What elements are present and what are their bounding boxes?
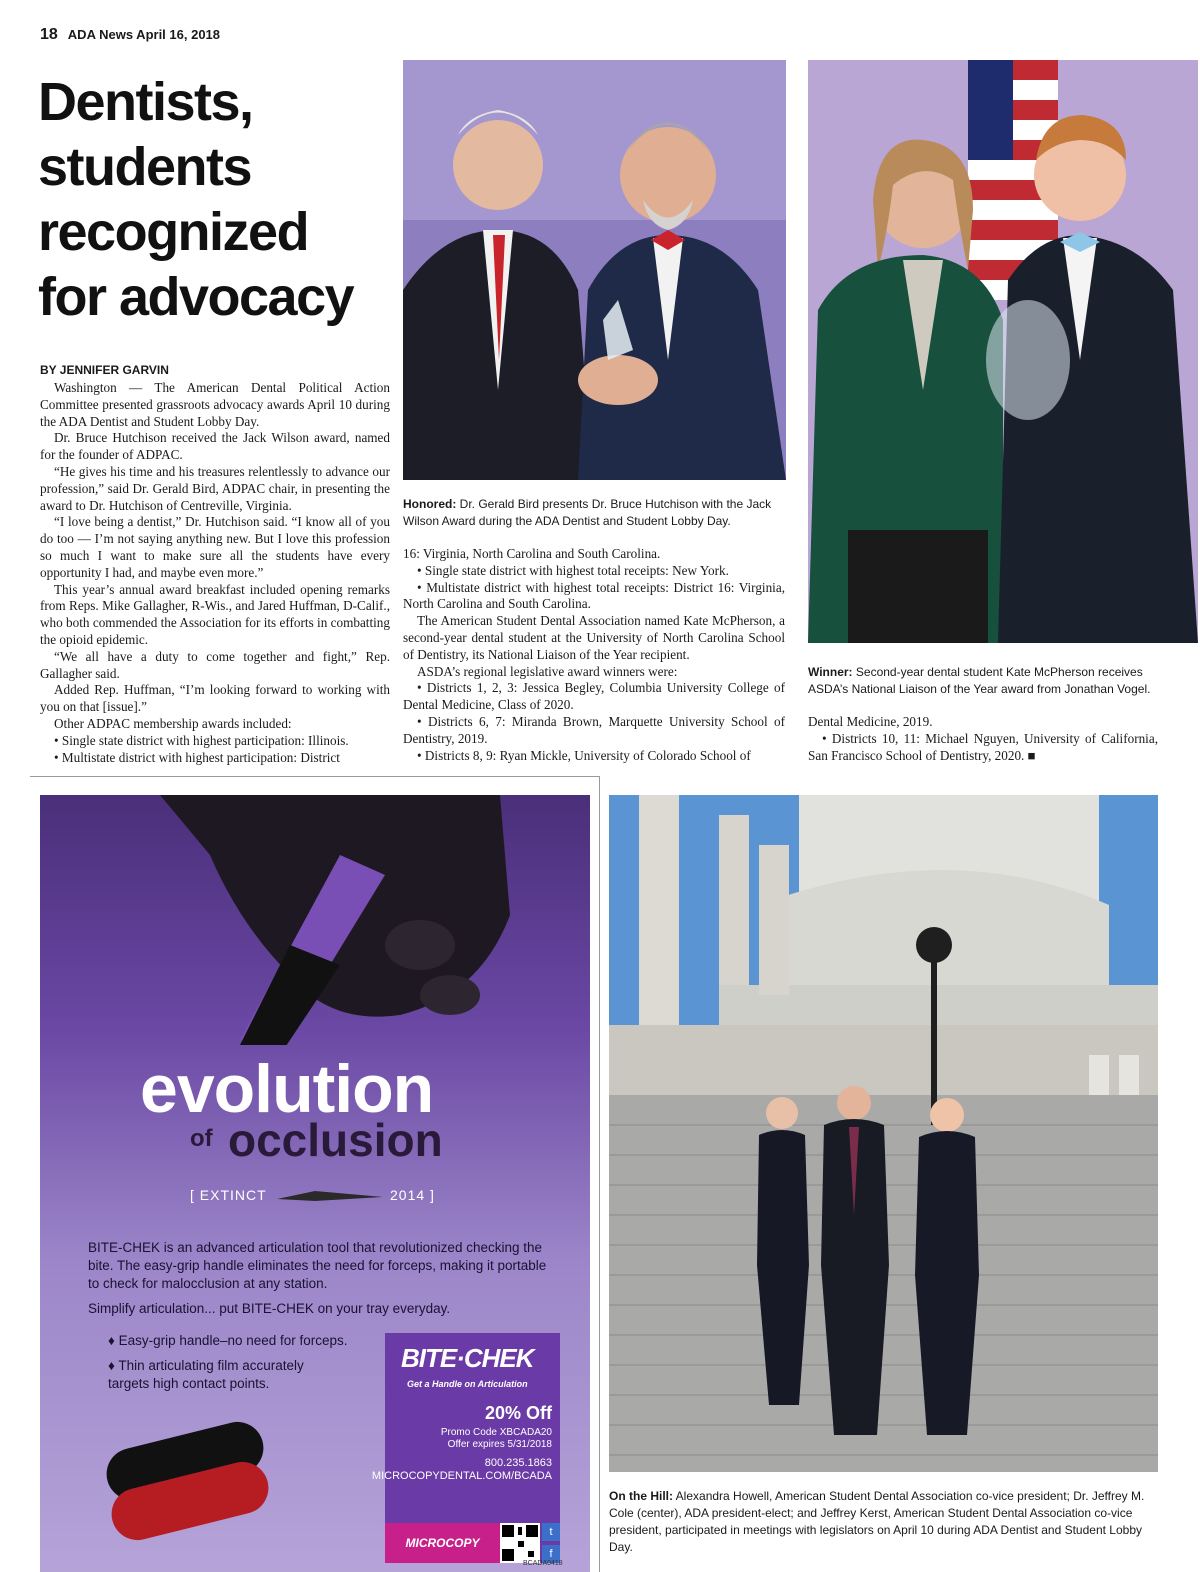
photo-on-the-hill [609, 795, 1158, 1472]
caption-label: Winner: [808, 665, 853, 679]
caption-label: Honored: [403, 497, 457, 511]
photo-capitol-illustration [609, 795, 1158, 1472]
gorilla-hand-illustration [40, 795, 590, 1045]
ad-year-label: 2014 ] [390, 1187, 435, 1203]
ad-extinct-label: [ EXTINCT [190, 1187, 267, 1203]
ad-headline: evolution [140, 1051, 434, 1127]
bullet-item: • Multistate district with highest total receipts: District 16: Virginia, North Carolina and South Carolina. [403, 579, 785, 612]
ad-headline-of: of [190, 1125, 213, 1152]
article-column-2 [403, 546, 785, 764]
caption-text: Second-year dental student Kate McPherson receives ASDA’s National Liaison of the Year award from Jonathan Vogel. [808, 665, 1151, 696]
headline-line: Dentists, [38, 72, 253, 132]
byline: BY JENNIFER GARVIN [40, 363, 169, 377]
bullet-item: • Single state district with highest total receipts: New York. [417, 562, 729, 578]
caption-winner [808, 664, 1163, 698]
promo-details [441, 1427, 552, 1451]
paragraph: The American Student Dental Association named Kate McPherson, a second-year dental student at the University of North Carolina School of Dentistry, its National Liaison of the Year recipient. [403, 613, 785, 662]
caption-text: Dr. Gerald Bird presents Dr. Bruce Hutchison with the Jack Wilson Award during the ADA Dentist and Student Lobby Day. [403, 497, 772, 528]
headline-line: students [38, 137, 252, 197]
bullet-item: • Districts 10, 11: Michael Nguyen, University of California, San Francisco School of Dentistry, 2020. ■ [808, 730, 1158, 763]
caption-text: Alexandra Howell, American Student Dental Association co-vice president; Dr. Jeffrey M. Cole (center), ADA president-elect; and Jeffrey Kerst, American Student Dental Association co-vice president, participated in meetings with legislators on April 10 during ADA Dentist and Student Lobby Day. [609, 1489, 1145, 1554]
paragraph: Dr. Bruce Hutchison received the Jack Wilson award, named for the founder of ADPAC. [40, 430, 390, 463]
headline [38, 70, 383, 330]
photo-honored [403, 60, 786, 480]
promo-code: Promo Code XBCADA20 [440, 1427, 552, 1438]
caption-label: On the Hill: [609, 1489, 673, 1503]
bullet-item: • Districts 6, 7: Miranda Brown, Marquette University School of Dentistry, 2019. [403, 713, 785, 746]
advertisement-bite-chek [40, 795, 590, 1572]
diamond-bullet-icon: ♦ [108, 1333, 119, 1348]
qr-code-icon [500, 1523, 540, 1563]
forceps-icon [275, 1187, 385, 1207]
caption-honored [403, 496, 785, 530]
website-url: MICROCOPYDENTAL.COM/BCADA [371, 1470, 552, 1482]
bullet-item: • Districts 8, 9: Ryan Mickle, University of Colorado School of [417, 747, 751, 763]
article-column-3 [808, 714, 1158, 764]
page-number: 18 [40, 26, 58, 43]
facebook-icon: f [542, 1545, 560, 1563]
brand-logo: BITE·CHEK [401, 1343, 534, 1373]
publication-date: ADA News April 16, 2018 [67, 27, 221, 42]
paragraph: This year’s annual award breakfast included opening remarks from Reps. Mike Gallagher, R-Wis., and Jared Huffman, D-Calif., who both commended the Association for its efforts in combatting the opioid epidemic. [40, 581, 390, 647]
bullet-item: • Districts 1, 2, 3: Jessica Begley, Columbia University College of Dental Medicine, Class of 2020. [403, 680, 785, 713]
discount-offer: 20% Off [484, 1403, 552, 1423]
paragraph: Other ADPAC membership awards included: [54, 715, 292, 731]
ad-body-text: BITE-CHEK is an advanced articulation tool that revolutionized checking the bite. The easy-grip handle eliminates the need for forceps, making it portable to check for malocclusion at any station. [88, 1240, 547, 1291]
twitter-icon: t [542, 1523, 560, 1541]
paragraph: “I love being a dentist,” Dr. Hutchison said. “I know all of you do too — I’m not saying anything new. But I love this profession so much I want to make sure all the students have every opportunity I had, and maybe even more.” [40, 514, 390, 580]
headline-line: for advocacy [38, 267, 354, 327]
divider-vertical [599, 776, 600, 1572]
contact-info [372, 1457, 552, 1483]
paragraph: Dental Medicine, 2019. [808, 714, 933, 729]
paragraph: Washington — The American Dental Political Action Committee presented grassroots advocacy awards April 10 during the ADA Dentist and Student Lobby Day. [40, 380, 390, 429]
ad-tagline: Simplify articulation... put BITE-CHEK on your tray everyday. [88, 1301, 451, 1316]
photo-honored-illustration [403, 60, 786, 480]
ad-code: BCADA0418 [523, 1560, 563, 1567]
ad-feature-text: Thin articulating film accurately targets high contact points. [108, 1358, 304, 1391]
ad-feature-1 [108, 1332, 348, 1350]
paragraph: “We all have a duty to come together and fight,” Rep. Gallagher said. [40, 648, 390, 681]
caption-on-the-hill [609, 1488, 1158, 1556]
divider-horizontal [30, 776, 600, 777]
ad-offer-box [371, 1333, 560, 1563]
ad-feature-text: Easy-grip handle–no need for forceps. [118, 1333, 348, 1348]
paragraph: “He gives his time and his treasures relentlessly to advance our profession,” said Dr. Gerald Bird, ADPAC chair, in presenting the award to Dr. Hutchison of Centreville, Virginia. [40, 463, 390, 513]
paragraph: Added Rep. Huffman, “I’m looking forward to working with you on that [issue].” [40, 682, 390, 715]
paragraph: ASDA’s regional legislative award winners were: [417, 663, 678, 679]
photo-winner-illustration [808, 60, 1198, 643]
diamond-bullet-icon: ♦ [108, 1358, 119, 1373]
paragraph: 16: Virginia, North Carolina and South Carolina. [403, 546, 661, 561]
phone-number: 800.235.1863 [484, 1457, 552, 1469]
article-column-1 [40, 380, 390, 766]
folio [40, 26, 220, 44]
offer-expiry: Offer expires 5/31/2018 [447, 1439, 552, 1450]
ad-feature-2 [108, 1357, 348, 1393]
ad-headline-occlusion: occlusion [228, 1114, 443, 1166]
headline-line: recognized [38, 202, 309, 262]
bullet-item: • Single state district with highest participation: Illinois. [54, 732, 349, 748]
brand-subtitle: Get a Handle on Articulation [407, 1379, 528, 1389]
bullet-item: • Multistate district with highest participation: District [54, 749, 340, 765]
microcopy-logo: MICROCOPY [385, 1523, 500, 1563]
photo-winner [808, 60, 1198, 643]
